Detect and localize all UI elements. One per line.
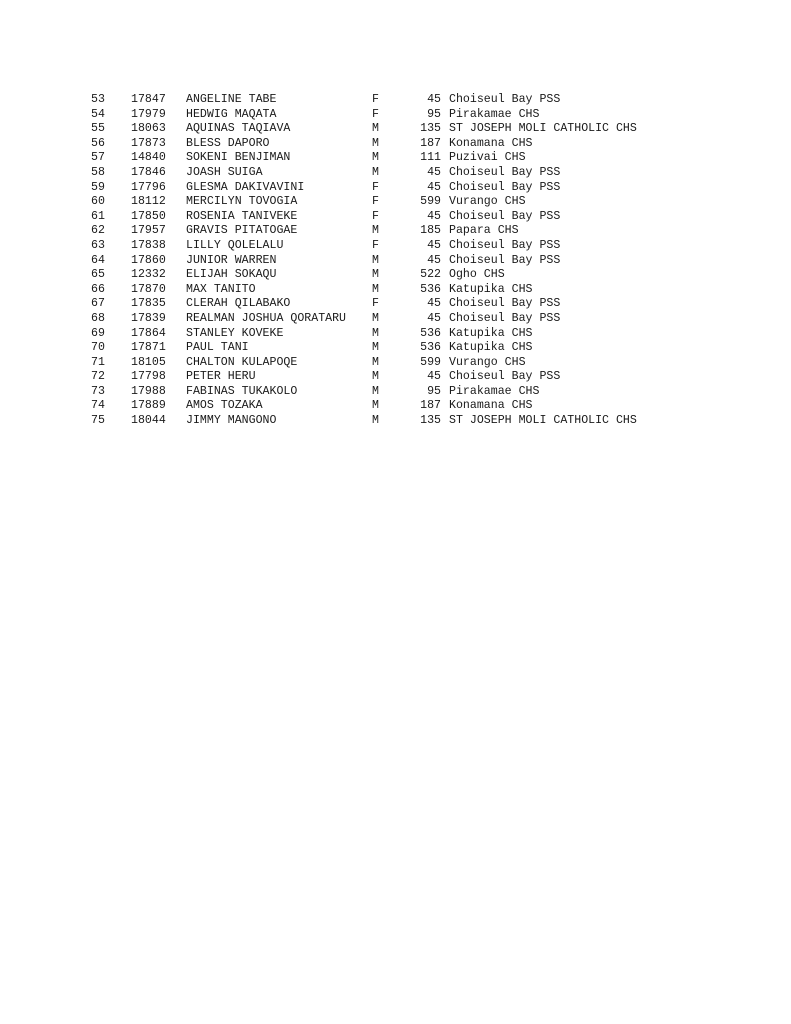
school-code: 95 — [427, 107, 441, 121]
student-id: 17870 — [131, 282, 166, 296]
school-name: Choiseul Bay PSS — [449, 209, 561, 223]
student-sex: M — [372, 136, 379, 150]
school-name: Choiseul Bay PSS — [449, 238, 561, 252]
row-number: 62 — [91, 224, 105, 238]
student-sex: M — [372, 384, 379, 398]
school-name: Pirakamae CHS — [449, 107, 540, 121]
student-name: BLESS DAPORO — [186, 136, 270, 150]
school-name: Papara CHS — [449, 224, 519, 238]
list-row — [91, 165, 561, 181]
student-name: PAUL TANI — [186, 341, 249, 355]
row-number: 72 — [91, 370, 105, 384]
school-name: ST JOSEPH MOLI CATHOLIC CHS — [449, 122, 637, 136]
student-sex: F — [372, 209, 379, 223]
student-sex: M — [372, 122, 379, 136]
student-name: REALMAN JOSHUA QORATARU — [186, 311, 347, 325]
student-name: ANGELINE TABE — [186, 93, 277, 106]
student-name: AQUINAS TAQIAVA — [186, 122, 291, 136]
student-name: LILLY QOLELALU — [186, 238, 284, 252]
list-row — [91, 341, 533, 356]
list-row — [91, 209, 561, 225]
school-name: Choiseul Bay PSS — [449, 165, 561, 179]
student-sex: M — [372, 253, 379, 267]
student-sex: F — [372, 180, 379, 194]
student-sex: M — [372, 341, 379, 355]
list-row — [91, 238, 561, 254]
list-row — [91, 414, 637, 429]
school-name: Katupika CHS — [449, 326, 533, 340]
school-code: 45 — [427, 253, 441, 267]
student-sex: F — [372, 238, 379, 252]
school-name: Katupika CHS — [449, 282, 533, 296]
student-name: SOKENI BENJIMAN — [186, 151, 291, 165]
row-number: 61 — [91, 209, 105, 223]
school-name: Konamana CHS — [449, 136, 533, 150]
student-name: JOASH SUIGA — [186, 165, 263, 179]
school-code: 135 — [420, 414, 441, 428]
school-code: 111 — [420, 151, 441, 165]
school-code: 536 — [420, 326, 441, 340]
row-number: 66 — [91, 282, 105, 296]
school-name: Konamana CHS — [449, 399, 533, 413]
student-name: GLESMA DAKIVAVINI — [186, 180, 305, 194]
student-sex: M — [372, 151, 379, 165]
row-number: 60 — [91, 195, 105, 209]
row-number: 65 — [91, 268, 105, 282]
school-name: Choiseul Bay PSS — [449, 253, 561, 267]
list-row — [91, 136, 533, 152]
school-name: Choiseul Bay PSS — [449, 297, 561, 311]
school-name: Choiseul Bay PSS — [449, 370, 561, 384]
student-name: STANLEY KOVEKE — [186, 326, 284, 340]
student-sex: F — [372, 297, 379, 311]
list-row — [91, 326, 533, 342]
school-code: 45 — [427, 209, 441, 223]
student-id: 17839 — [131, 311, 166, 325]
school-code: 45 — [427, 180, 441, 194]
student-name: ELIJAH SOKAQU — [186, 268, 277, 282]
student-id: 18044 — [131, 414, 166, 428]
school-name: ST JOSEPH MOLI CATHOLIC CHS — [449, 414, 637, 428]
student-id: 17850 — [131, 209, 166, 223]
row-number: 64 — [91, 253, 105, 267]
student-id: 18063 — [131, 122, 166, 136]
school-name: Vurango CHS — [449, 355, 526, 369]
list-row — [91, 268, 505, 283]
student-name: JIMMY MANGONO — [186, 414, 277, 428]
row-number: 59 — [91, 180, 105, 194]
list-row — [91, 282, 533, 298]
student-sex: M — [372, 414, 379, 428]
school-name: Vurango CHS — [449, 195, 526, 209]
list-row — [91, 151, 526, 166]
row-number: 73 — [91, 384, 105, 398]
student-id: 17847 — [131, 93, 166, 106]
school-code: 95 — [427, 384, 441, 398]
school-code: 135 — [420, 122, 441, 136]
school-code: 185 — [420, 224, 441, 238]
student-id: 17860 — [131, 253, 166, 267]
list-row — [91, 93, 561, 108]
row-number: 74 — [91, 399, 105, 413]
student-name: FABINAS TUKAKOLO — [186, 384, 298, 398]
school-code: 599 — [420, 195, 441, 209]
school-name: Choiseul Bay PSS — [449, 180, 561, 194]
student-id: 18112 — [131, 195, 166, 209]
student-id: 17796 — [131, 180, 166, 194]
student-id: 17871 — [131, 341, 166, 355]
student-sex: M — [372, 165, 379, 179]
student-id: 17889 — [131, 399, 166, 413]
school-name: Puzivai CHS — [449, 151, 526, 165]
school-code: 522 — [420, 268, 441, 282]
school-code: 45 — [427, 93, 441, 106]
student-sex: F — [372, 93, 379, 106]
school-name: Ogho CHS — [449, 268, 505, 282]
list-row — [91, 297, 561, 312]
student-sex: M — [372, 224, 379, 238]
student-sex: M — [372, 311, 379, 325]
list-row — [91, 355, 526, 371]
school-code: 45 — [427, 370, 441, 384]
student-sex: F — [372, 107, 379, 121]
row-number: 75 — [91, 414, 105, 428]
school-name: Choiseul Bay PSS — [449, 311, 561, 325]
row-number: 63 — [91, 238, 105, 252]
student-id: 17979 — [131, 107, 166, 121]
list-row — [91, 107, 540, 123]
list-row — [91, 224, 519, 239]
row-number: 53 — [91, 93, 105, 106]
school-code: 187 — [420, 136, 441, 150]
school-code: 187 — [420, 399, 441, 413]
student-id: 17988 — [131, 384, 166, 398]
student-sex: F — [372, 195, 379, 209]
school-code: 45 — [427, 311, 441, 325]
student-name: JUNIOR WARREN — [186, 253, 277, 267]
student-id: 14840 — [131, 151, 166, 165]
student-sex: M — [372, 399, 379, 413]
list-row — [91, 311, 561, 327]
student-id: 18105 — [131, 355, 166, 369]
list-row — [91, 370, 561, 385]
row-number: 55 — [91, 122, 105, 136]
student-sex: M — [372, 326, 379, 340]
student-id: 17873 — [131, 136, 166, 150]
student-sex: M — [372, 282, 379, 296]
student-name: ROSENIA TANIVEKE — [186, 209, 298, 223]
student-id: 17864 — [131, 326, 166, 340]
row-number: 68 — [91, 311, 105, 325]
student-id: 12332 — [131, 268, 166, 282]
school-code: 45 — [427, 297, 441, 311]
row-number: 69 — [91, 326, 105, 340]
student-id: 17835 — [131, 297, 166, 311]
school-name: Choiseul Bay PSS — [449, 93, 561, 106]
row-number: 54 — [91, 107, 105, 121]
student-id: 17957 — [131, 224, 166, 238]
school-name: Katupika CHS — [449, 341, 533, 355]
school-code: 536 — [420, 341, 441, 355]
school-name: Pirakamae CHS — [449, 384, 540, 398]
student-name: PETER HERU — [186, 370, 256, 384]
student-name: MERCILYN TOVOGIA — [186, 195, 298, 209]
school-code: 536 — [420, 282, 441, 296]
list-row — [91, 253, 561, 269]
list-row — [91, 384, 540, 400]
student-name: HEDWIG MAQATA — [186, 107, 277, 121]
student-name: AMOS TOZAKA — [186, 399, 263, 413]
student-sex: M — [372, 268, 379, 282]
row-number: 67 — [91, 297, 105, 311]
row-number: 56 — [91, 136, 105, 150]
list-row — [91, 195, 526, 210]
student-id: 17846 — [131, 165, 166, 179]
student-sex: M — [372, 370, 379, 384]
student-id: 17838 — [131, 238, 166, 252]
list-row — [91, 122, 637, 137]
school-code: 45 — [427, 165, 441, 179]
student-list — [91, 93, 637, 429]
row-number: 58 — [91, 165, 105, 179]
school-code: 599 — [420, 355, 441, 369]
list-row — [91, 180, 561, 196]
student-id: 17798 — [131, 370, 166, 384]
list-row — [91, 399, 533, 414]
student-name: CHALTON KULAPOQE — [186, 355, 298, 369]
row-number: 57 — [91, 151, 105, 165]
school-code: 45 — [427, 238, 441, 252]
student-name: CLERAH QILABAKO — [186, 297, 291, 311]
row-number: 70 — [91, 341, 105, 355]
student-name: GRAVIS PITATOGAE — [186, 224, 298, 238]
student-sex: M — [372, 355, 379, 369]
row-number: 71 — [91, 355, 105, 369]
student-name: MAX TANITO — [186, 282, 256, 296]
